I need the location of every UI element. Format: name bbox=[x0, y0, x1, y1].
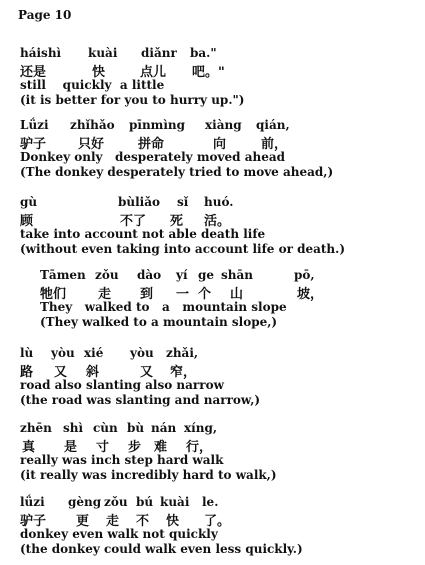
pinyin-word: yòu bbox=[130, 346, 154, 360]
gloss-line: road also slanting also narrow bbox=[20, 378, 224, 392]
pinyin-word: nán bbox=[151, 421, 177, 435]
pinyin-word: gù bbox=[20, 195, 38, 209]
hanzi-word: 前， bbox=[261, 137, 288, 152]
pinyin-line bbox=[20, 118, 333, 133]
text-block bbox=[20, 346, 260, 408]
hanzi-word: 走 bbox=[106, 514, 120, 529]
hanzi-word: 更 bbox=[76, 514, 90, 529]
hanzi-line bbox=[20, 436, 277, 453]
hanzi-word: 路 bbox=[20, 365, 34, 380]
pinyin-word: cùn bbox=[93, 421, 118, 435]
pinyin-word: yòu bbox=[51, 346, 75, 360]
hanzi-word: 个 bbox=[198, 287, 212, 302]
pinyin-word: xíng, bbox=[184, 421, 218, 435]
pinyin-word: zhēn bbox=[20, 421, 52, 435]
pinyin-word: huó. bbox=[204, 195, 234, 209]
pinyin-word: sǐ bbox=[177, 195, 189, 209]
hanzi-line bbox=[40, 283, 324, 302]
text-block bbox=[20, 118, 333, 180]
pinyin-word: kuài bbox=[160, 495, 190, 509]
hanzi-word: 是 bbox=[64, 440, 78, 455]
hanzi-word: 牠们 bbox=[40, 287, 67, 302]
text-block bbox=[40, 268, 324, 330]
hanzi-word: 真 bbox=[22, 440, 36, 455]
hanzi-word: 快 bbox=[92, 65, 106, 80]
hanzi-word: 难 bbox=[154, 440, 168, 455]
hanzi-line bbox=[20, 510, 303, 527]
hanzi-word: 不 bbox=[136, 514, 150, 529]
pinyin-word: zhǐhǎo bbox=[70, 118, 115, 132]
pinyin-word: xié bbox=[84, 346, 104, 360]
translation-line: (it is better for you to hurry up.") bbox=[20, 93, 245, 107]
pinyin-word: shān bbox=[221, 268, 253, 282]
gloss-line: take into account not able death life bbox=[20, 227, 266, 241]
pinyin-line bbox=[20, 346, 260, 361]
pinyin-word: zhǎi, bbox=[166, 346, 199, 360]
translation-line: (without even taking into account life or death.) bbox=[20, 242, 346, 256]
pinyin-word: Lǘzi bbox=[20, 118, 49, 132]
hanzi-word: 顾 bbox=[20, 214, 34, 229]
hanzi-word: 到 bbox=[140, 287, 154, 302]
translation-line: (the road was slanting and narrow,) bbox=[20, 393, 261, 407]
pinyin-line bbox=[20, 495, 303, 510]
hanzi-line bbox=[20, 61, 244, 78]
gloss-line: really was inch step hard walk bbox=[20, 453, 224, 467]
hanzi-word: 驴子 bbox=[20, 514, 47, 529]
pinyin-word: bùliǎo bbox=[118, 195, 161, 209]
hanzi-word: 只好 bbox=[78, 137, 105, 152]
pinyin-word: yí bbox=[176, 268, 188, 282]
hanzi-word: 向 bbox=[213, 137, 227, 152]
pinyin-word: zǒu bbox=[104, 495, 128, 509]
hanzi-word: 山 bbox=[230, 287, 244, 302]
hanzi-word: 点儿 bbox=[140, 65, 167, 80]
text-block bbox=[20, 46, 244, 108]
gloss-line: They walked to a mountain slope bbox=[40, 300, 287, 314]
hanzi-word: 快 bbox=[166, 514, 180, 529]
pinyin-word: háishì bbox=[20, 46, 62, 60]
pinyin-word: bù bbox=[127, 421, 145, 435]
pinyin-line bbox=[20, 195, 345, 210]
pinyin-word: ba." bbox=[190, 46, 217, 60]
gloss-line: still quickly a little bbox=[20, 78, 165, 92]
gloss-line: donkey even walk not quickly bbox=[20, 527, 218, 541]
text-block bbox=[20, 421, 277, 483]
hanzi-word: 吧。" bbox=[192, 65, 225, 80]
translation-line: (They walked to a mountain slope,) bbox=[40, 315, 278, 329]
hanzi-word: 拼命 bbox=[138, 137, 165, 152]
pinyin-word: qián, bbox=[256, 118, 290, 132]
hanzi-word: 寸 bbox=[96, 440, 110, 455]
pinyin-word: lǘzi bbox=[20, 495, 45, 509]
translation-line: (it really was incredibly hard to walk,) bbox=[20, 468, 277, 482]
pinyin-word: kuài bbox=[88, 46, 118, 60]
pinyin-word: gèng bbox=[68, 495, 102, 509]
hanzi-word: 斜 bbox=[86, 365, 100, 380]
pinyin-word: shì bbox=[63, 421, 84, 435]
hanzi-word: 不了 bbox=[120, 214, 147, 229]
hanzi-word: 死 bbox=[170, 214, 184, 229]
hanzi-word: 驴子 bbox=[20, 137, 47, 152]
hanzi-word: 步 bbox=[128, 440, 142, 455]
hanzi-word: 行， bbox=[186, 440, 213, 455]
pinyin-word: lù bbox=[20, 346, 34, 360]
hanzi-word: 活。 bbox=[204, 214, 231, 229]
pinyin-line bbox=[20, 421, 277, 436]
pinyin-word: pō, bbox=[294, 268, 315, 282]
hanzi-line bbox=[20, 210, 345, 227]
text-block bbox=[20, 495, 303, 557]
page-number: Page 10 bbox=[18, 8, 72, 22]
pinyin-word: diǎnr bbox=[141, 46, 177, 60]
translation-line: (The donkey desperately tried to move ahead,) bbox=[20, 165, 334, 179]
pinyin-word: Tāmen bbox=[40, 268, 86, 282]
hanzi-line bbox=[20, 361, 260, 378]
pinyin-word: bú bbox=[136, 495, 154, 509]
pinyin-line bbox=[40, 268, 315, 283]
pinyin-word: ge bbox=[198, 268, 215, 282]
pinyin-word: zǒu bbox=[95, 268, 119, 282]
translation-line: (the donkey could walk even less quickly.) bbox=[20, 542, 303, 556]
hanzi-line bbox=[20, 133, 333, 150]
pinyin-word: dào bbox=[137, 268, 162, 282]
text-block bbox=[20, 195, 345, 257]
hanzi-word: 窄， bbox=[170, 365, 197, 380]
hanzi-word: 又 bbox=[140, 365, 154, 380]
gloss-line: Donkey only desperately moved ahead bbox=[20, 150, 285, 164]
hanzi-word: 还是 bbox=[20, 65, 47, 80]
hanzi-word: 一 bbox=[176, 287, 190, 302]
pinyin-word: xiàng bbox=[205, 118, 242, 132]
hanzi-word: 坡， bbox=[297, 287, 324, 302]
hanzi-word: 又 bbox=[54, 365, 68, 380]
pinyin-word: pīnmìng bbox=[129, 118, 186, 132]
hanzi-word: 了。 bbox=[204, 514, 231, 529]
hanzi-word: 走 bbox=[98, 287, 112, 302]
pinyin-word: le. bbox=[202, 495, 219, 509]
pinyin-line bbox=[20, 46, 244, 61]
